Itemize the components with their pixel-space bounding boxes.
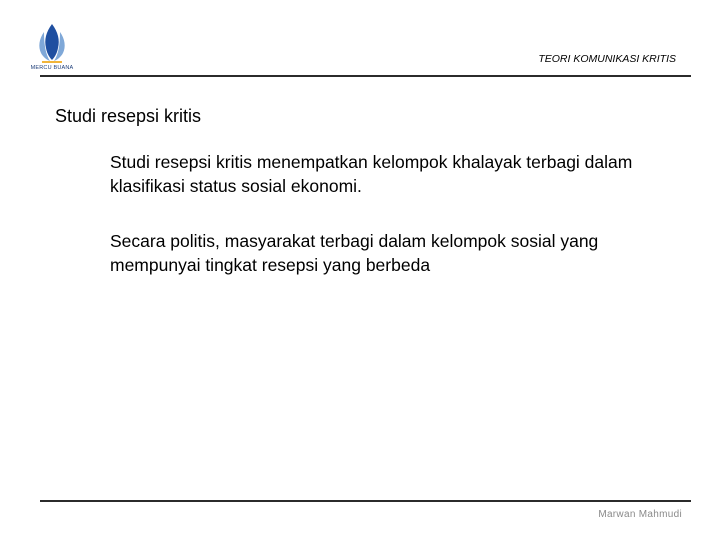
header-title: TEORI KOMUNIKASI KRITIS: [538, 53, 676, 65]
body-paragraph-2: Secara politis, masyarakat terbagi dalam kelompok sosial yang mempunyai tingkat resepsi yang berbeda: [110, 231, 599, 275]
footer-divider: [40, 500, 691, 502]
university-logo: [24, 22, 80, 74]
slide-title: Studi resepsi kritis: [55, 106, 202, 126]
header-divider: [40, 75, 691, 77]
logo-text: MERCU BUANA: [30, 65, 74, 71]
footer-author: Marwan Mahmudi: [598, 509, 682, 520]
flame-icon: [24, 22, 80, 66]
body-paragraph-1: Studi resepsi kritis menempatkan kelompok khalayak terbagi dalam klasifikasi status sosial ekonomi.: [110, 152, 633, 196]
